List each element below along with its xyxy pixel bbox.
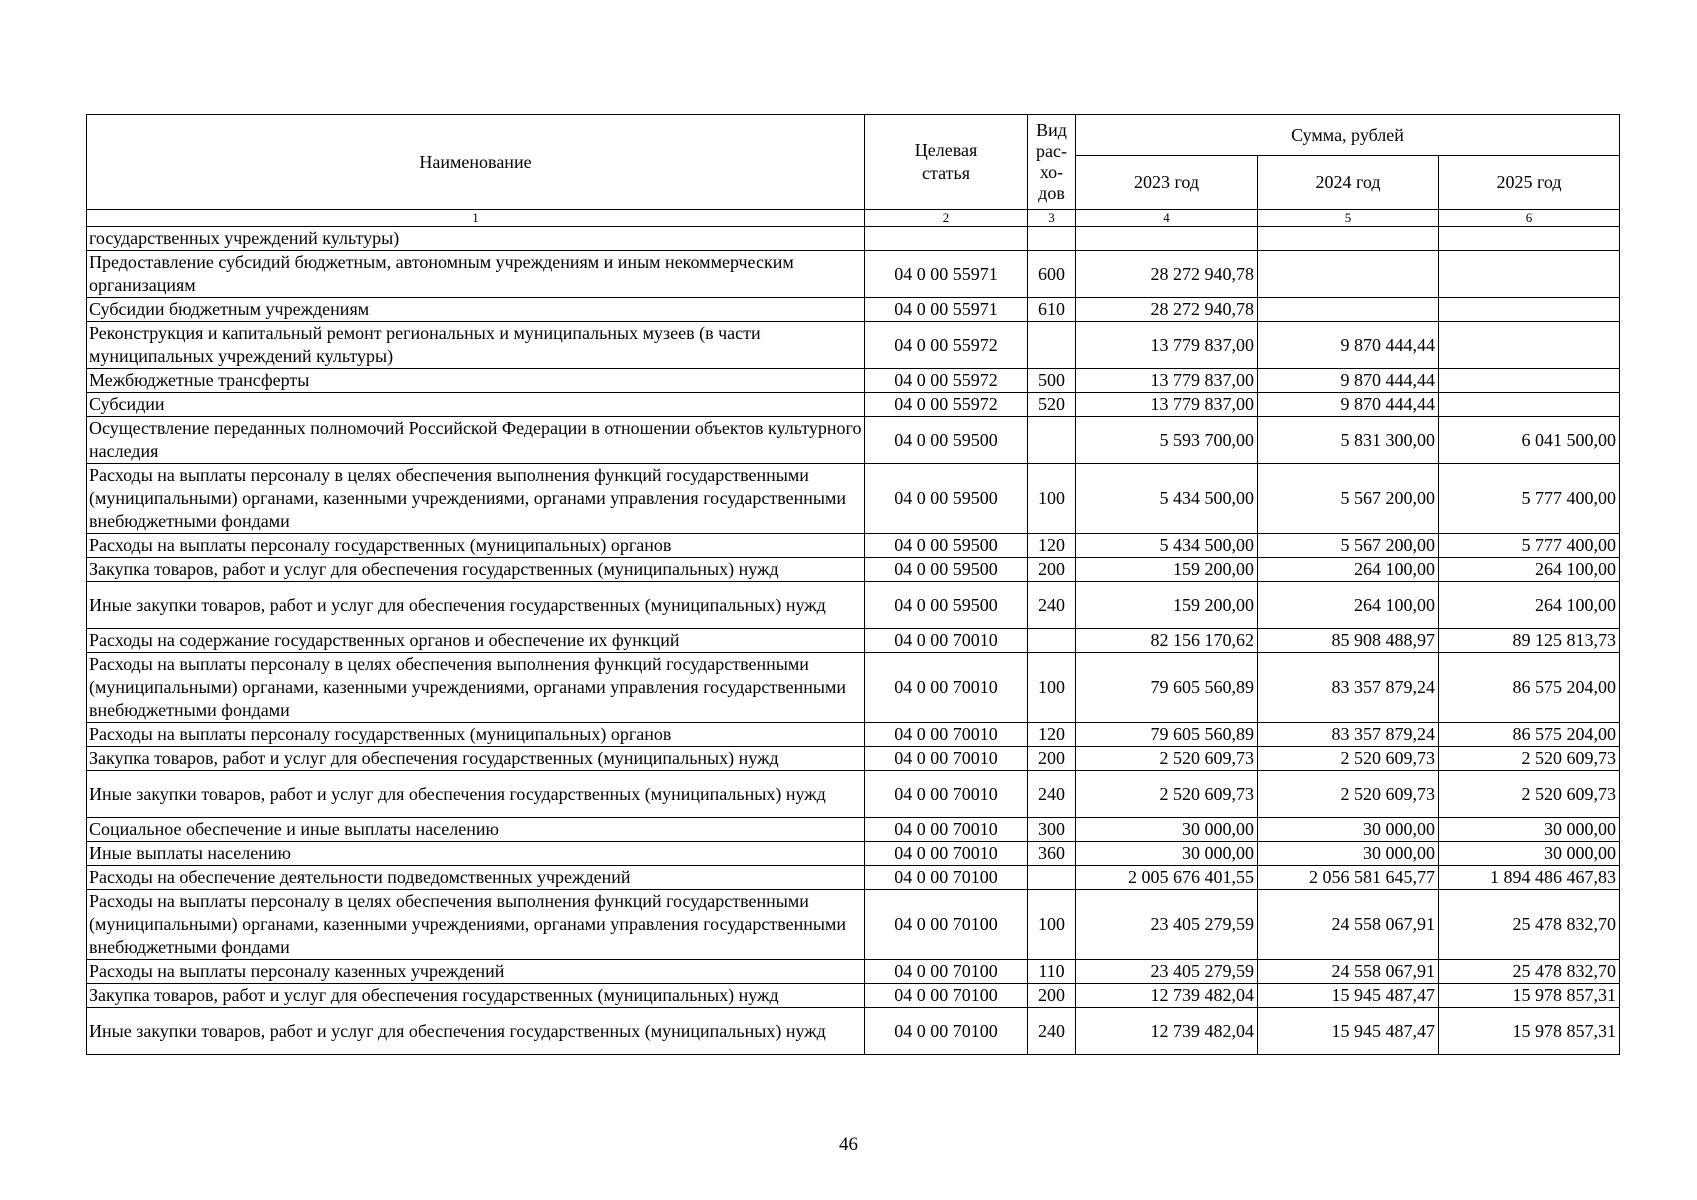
cell-name: Социальное обеспечение и иные выплаты населению: [87, 818, 865, 842]
header-type-line3: хо-: [1039, 162, 1064, 182]
cell-amount-2025: [1439, 298, 1620, 322]
cell-amount-2023: 5 434 500,00: [1076, 534, 1258, 558]
cell-target-code: 04 0 00 70010: [865, 842, 1028, 866]
cell-amount-2024: 9 870 444,44: [1258, 322, 1439, 369]
cell-amount-2023: 28 272 940,78: [1076, 298, 1258, 322]
table-row: [87, 747, 1620, 771]
cell-target-code: 04 0 00 70100: [865, 984, 1028, 1008]
cell-target-code: 04 0 00 59500: [865, 417, 1028, 464]
column-number: 4: [1076, 210, 1258, 227]
cell-name: Расходы на выплаты персоналу в целях обеспечения выполнения функций государственными (муниципальными) органами, казенными учреждениями, органами управления государственными внебюджетными фондами: [87, 653, 865, 723]
cell-amount-2025: 25 478 832,70: [1439, 960, 1620, 984]
cell-amount-2025: 1 894 486 467,83: [1439, 866, 1620, 890]
cell-name: Закупка товаров, работ и услуг для обеспечения государственных (муниципальных) нужд: [87, 984, 865, 1008]
cell-amount-2025: [1439, 227, 1620, 251]
cell-target-code: 04 0 00 70010: [865, 653, 1028, 723]
cell-amount-2024: 9 870 444,44: [1258, 393, 1439, 417]
header-code-line1: Целевая: [914, 140, 978, 160]
cell-amount-2023: 30 000,00: [1076, 842, 1258, 866]
cell-name: Расходы на обеспечение деятельности подведомственных учреждений: [87, 866, 865, 890]
cell-expense-type: 520: [1028, 393, 1076, 417]
page-number: 46: [839, 1134, 858, 1155]
cell-expense-type: 110: [1028, 960, 1076, 984]
cell-amount-2023: 30 000,00: [1076, 818, 1258, 842]
cell-expense-type: 240: [1028, 582, 1076, 629]
cell-name: Субсидии: [87, 393, 865, 417]
cell-amount-2025: [1439, 393, 1620, 417]
cell-amount-2024: 264 100,00: [1258, 558, 1439, 582]
cell-expense-type: 610: [1028, 298, 1076, 322]
cell-amount-2023: 5 434 500,00: [1076, 464, 1258, 534]
table-row: [87, 582, 1620, 629]
cell-amount-2024: 2 520 609,73: [1258, 747, 1439, 771]
cell-amount-2024: 83 357 879,24: [1258, 653, 1439, 723]
cell-amount-2023: 2 520 609,73: [1076, 771, 1258, 818]
cell-amount-2023: 79 605 560,89: [1076, 723, 1258, 747]
cell-amount-2025: 6 041 500,00: [1439, 417, 1620, 464]
cell-amount-2023: 12 739 482,04: [1076, 984, 1258, 1008]
cell-amount-2024: 5 567 200,00: [1258, 534, 1439, 558]
table-row: [87, 984, 1620, 1008]
cell-amount-2023: 2 520 609,73: [1076, 747, 1258, 771]
cell-name: Предоставление субсидий бюджетным, автономным учреждениям и иным некоммерческим организациям: [87, 251, 865, 298]
cell-target-code: 04 0 00 55971: [865, 251, 1028, 298]
cell-expense-type: [1028, 866, 1076, 890]
column-number: 1: [87, 210, 865, 227]
cell-expense-type: 120: [1028, 534, 1076, 558]
header-type-line2: рас-: [1036, 141, 1067, 161]
table-row: [87, 464, 1620, 534]
cell-target-code: 04 0 00 70010: [865, 818, 1028, 842]
table-header: [87, 115, 1620, 227]
cell-name: Закупка товаров, работ и услуг для обеспечения государственных (муниципальных) нужд: [87, 558, 865, 582]
header-type-line1: Вид: [1036, 120, 1067, 140]
cell-amount-2024: [1258, 251, 1439, 298]
header-year-2024: 2024 год: [1258, 156, 1439, 210]
cell-name: Расходы на выплаты персоналу государственных (муниципальных) органов: [87, 723, 865, 747]
cell-amount-2025: 86 575 204,00: [1439, 653, 1620, 723]
cell-target-code: 04 0 00 59500: [865, 582, 1028, 629]
table-row: [87, 818, 1620, 842]
header-year-2023: 2023 год: [1076, 156, 1258, 210]
cell-amount-2023: 159 200,00: [1076, 558, 1258, 582]
cell-target-code: 04 0 00 55972: [865, 322, 1028, 369]
cell-expense-type: 200: [1028, 747, 1076, 771]
cell-name: Осуществление переданных полномочий Российской Федерации в отношении объектов культурного наследия: [87, 417, 865, 464]
cell-expense-type: [1028, 629, 1076, 653]
cell-amount-2023: 23 405 279,59: [1076, 890, 1258, 960]
cell-amount-2025: 264 100,00: [1439, 558, 1620, 582]
cell-amount-2023: 23 405 279,59: [1076, 960, 1258, 984]
cell-amount-2023: 79 605 560,89: [1076, 653, 1258, 723]
cell-expense-type: 120: [1028, 723, 1076, 747]
header-code-line2: статья: [922, 163, 970, 183]
cell-name: Межбюджетные трансферты: [87, 369, 865, 393]
cell-name: Расходы на выплаты персоналу государственных (муниципальных) органов: [87, 534, 865, 558]
cell-expense-type: 240: [1028, 1008, 1076, 1055]
table-row: [87, 393, 1620, 417]
cell-expense-type: 300: [1028, 818, 1076, 842]
table-row: [87, 1008, 1620, 1055]
cell-target-code: 04 0 00 55971: [865, 298, 1028, 322]
cell-amount-2024: 83 357 879,24: [1258, 723, 1439, 747]
cell-amount-2025: 86 575 204,00: [1439, 723, 1620, 747]
cell-target-code: 04 0 00 70100: [865, 866, 1028, 890]
table-row: [87, 534, 1620, 558]
cell-name: Расходы на выплаты персоналу в целях обеспечения выполнения функций государственными (муниципальными) органами, казенными учреждениями, органами управления государственными внебюджетными фондами: [87, 890, 865, 960]
cell-target-code: 04 0 00 55972: [865, 369, 1028, 393]
cell-amount-2025: [1439, 251, 1620, 298]
table-row: [87, 227, 1620, 251]
cell-amount-2023: 13 779 837,00: [1076, 322, 1258, 369]
cell-name: Реконструкция и капитальный ремонт региональных и муниципальных музеев (в части муниципальных учреждений культуры): [87, 322, 865, 369]
cell-name: Расходы на содержание государственных органов и обеспечение их функций: [87, 629, 865, 653]
table-row: [87, 653, 1620, 723]
cell-amount-2025: 5 777 400,00: [1439, 534, 1620, 558]
cell-amount-2023: 12 739 482,04: [1076, 1008, 1258, 1055]
cell-amount-2024: 264 100,00: [1258, 582, 1439, 629]
cell-expense-type: 100: [1028, 464, 1076, 534]
cell-amount-2025: 15 978 857,31: [1439, 984, 1620, 1008]
cell-amount-2024: 2 520 609,73: [1258, 771, 1439, 818]
cell-amount-2024: 24 558 067,91: [1258, 960, 1439, 984]
cell-amount-2024: [1258, 298, 1439, 322]
cell-amount-2025: [1439, 322, 1620, 369]
table-row: [87, 629, 1620, 653]
column-number: 6: [1439, 210, 1620, 227]
cell-amount-2024: 24 558 067,91: [1258, 890, 1439, 960]
cell-amount-2024: 2 056 581 645,77: [1258, 866, 1439, 890]
cell-name: Иные закупки товаров, работ и услуг для обеспечения государственных (муниципальных) нужд: [87, 771, 865, 818]
cell-target-code: 04 0 00 70010: [865, 747, 1028, 771]
cell-amount-2024: 15 945 487,47: [1258, 1008, 1439, 1055]
cell-amount-2023: 13 779 837,00: [1076, 393, 1258, 417]
cell-amount-2025: 25 478 832,70: [1439, 890, 1620, 960]
table-row: [87, 251, 1620, 298]
column-number: 2: [865, 210, 1028, 227]
cell-amount-2025: 15 978 857,31: [1439, 1008, 1620, 1055]
cell-name: Закупка товаров, работ и услуг для обеспечения государственных (муниципальных) нужд: [87, 747, 865, 771]
cell-amount-2025: 5 777 400,00: [1439, 464, 1620, 534]
cell-amount-2024: 30 000,00: [1258, 818, 1439, 842]
cell-target-code: 04 0 00 70010: [865, 771, 1028, 818]
cell-expense-type: 500: [1028, 369, 1076, 393]
cell-amount-2024: 15 945 487,47: [1258, 984, 1439, 1008]
cell-amount-2025: 30 000,00: [1439, 818, 1620, 842]
cell-name: государственных учреждений культуры): [87, 227, 865, 251]
cell-amount-2023: [1076, 227, 1258, 251]
cell-amount-2025: 2 520 609,73: [1439, 771, 1620, 818]
table-row: [87, 771, 1620, 818]
header-type-line4: дов: [1038, 183, 1065, 203]
cell-expense-type: 200: [1028, 558, 1076, 582]
cell-expense-type: 600: [1028, 251, 1076, 298]
cell-expense-type: 360: [1028, 842, 1076, 866]
cell-target-code: 04 0 00 70100: [865, 960, 1028, 984]
cell-amount-2023: 13 779 837,00: [1076, 369, 1258, 393]
cell-amount-2024: 85 908 488,97: [1258, 629, 1439, 653]
cell-target-code: 04 0 00 70010: [865, 723, 1028, 747]
cell-name: Расходы на выплаты персоналу казенных учреждений: [87, 960, 865, 984]
column-number-row: [87, 210, 1620, 227]
cell-target-code: 04 0 00 59500: [865, 534, 1028, 558]
cell-name: Иные закупки товаров, работ и услуг для обеспечения государственных (муниципальных) нужд: [87, 1008, 865, 1055]
table-row: [87, 322, 1620, 369]
cell-expense-type: [1028, 322, 1076, 369]
cell-amount-2025: 2 520 609,73: [1439, 747, 1620, 771]
table-row: [87, 558, 1620, 582]
cell-target-code: [865, 227, 1028, 251]
header-name-label: Наименование: [419, 151, 532, 172]
table-row: [87, 723, 1620, 747]
cell-amount-2023: 5 593 700,00: [1076, 417, 1258, 464]
cell-amount-2024: 5 567 200,00: [1258, 464, 1439, 534]
cell-amount-2025: 264 100,00: [1439, 582, 1620, 629]
budget-table: [86, 114, 1620, 1055]
cell-amount-2023: 82 156 170,62: [1076, 629, 1258, 653]
table-row: [87, 417, 1620, 464]
cell-target-code: 04 0 00 70100: [865, 1008, 1028, 1055]
table-row: [87, 866, 1620, 890]
header-amount: Сумма, рублей: [1076, 115, 1620, 156]
cell-target-code: 04 0 00 59500: [865, 464, 1028, 534]
cell-amount-2025: 89 125 813,73: [1439, 629, 1620, 653]
cell-expense-type: 240: [1028, 771, 1076, 818]
cell-expense-type: [1028, 227, 1076, 251]
cell-amount-2025: 30 000,00: [1439, 842, 1620, 866]
cell-expense-type: 100: [1028, 653, 1076, 723]
cell-expense-type: 200: [1028, 984, 1076, 1008]
table-body: [87, 227, 1620, 1055]
table-row: [87, 298, 1620, 322]
cell-name: Субсидии бюджетным учреждениям: [87, 298, 865, 322]
cell-expense-type: [1028, 417, 1076, 464]
column-number: 3: [1028, 210, 1076, 227]
cell-amount-2023: 2 005 676 401,55: [1076, 866, 1258, 890]
cell-target-code: 04 0 00 59500: [865, 558, 1028, 582]
header-code: [865, 115, 1028, 210]
header-type: [1028, 115, 1076, 210]
cell-target-code: 04 0 00 70100: [865, 890, 1028, 960]
cell-target-code: 04 0 00 55972: [865, 393, 1028, 417]
cell-amount-2025: [1439, 369, 1620, 393]
cell-name: Расходы на выплаты персоналу в целях обеспечения выполнения функций государственными (муниципальными) органами, казенными учреждениями, органами управления государственными внебюджетными фондами: [87, 464, 865, 534]
table-row: [87, 890, 1620, 960]
cell-amount-2024: 9 870 444,44: [1258, 369, 1439, 393]
cell-name: Иные закупки товаров, работ и услуг для обеспечения государственных (муниципальных) нужд: [87, 582, 865, 629]
cell-amount-2024: 5 831 300,00: [1258, 417, 1439, 464]
cell-amount-2023: 28 272 940,78: [1076, 251, 1258, 298]
header-year-2025: 2025 год: [1439, 156, 1620, 210]
column-number: 5: [1258, 210, 1439, 227]
cell-amount-2024: 30 000,00: [1258, 842, 1439, 866]
cell-name: Иные выплаты населению: [87, 842, 865, 866]
table-row: [87, 369, 1620, 393]
cell-target-code: 04 0 00 70010: [865, 629, 1028, 653]
table-row: [87, 842, 1620, 866]
cell-amount-2023: 159 200,00: [1076, 582, 1258, 629]
cell-expense-type: 100: [1028, 890, 1076, 960]
table-row: [87, 960, 1620, 984]
cell-amount-2024: [1258, 227, 1439, 251]
header-name: [87, 115, 865, 210]
